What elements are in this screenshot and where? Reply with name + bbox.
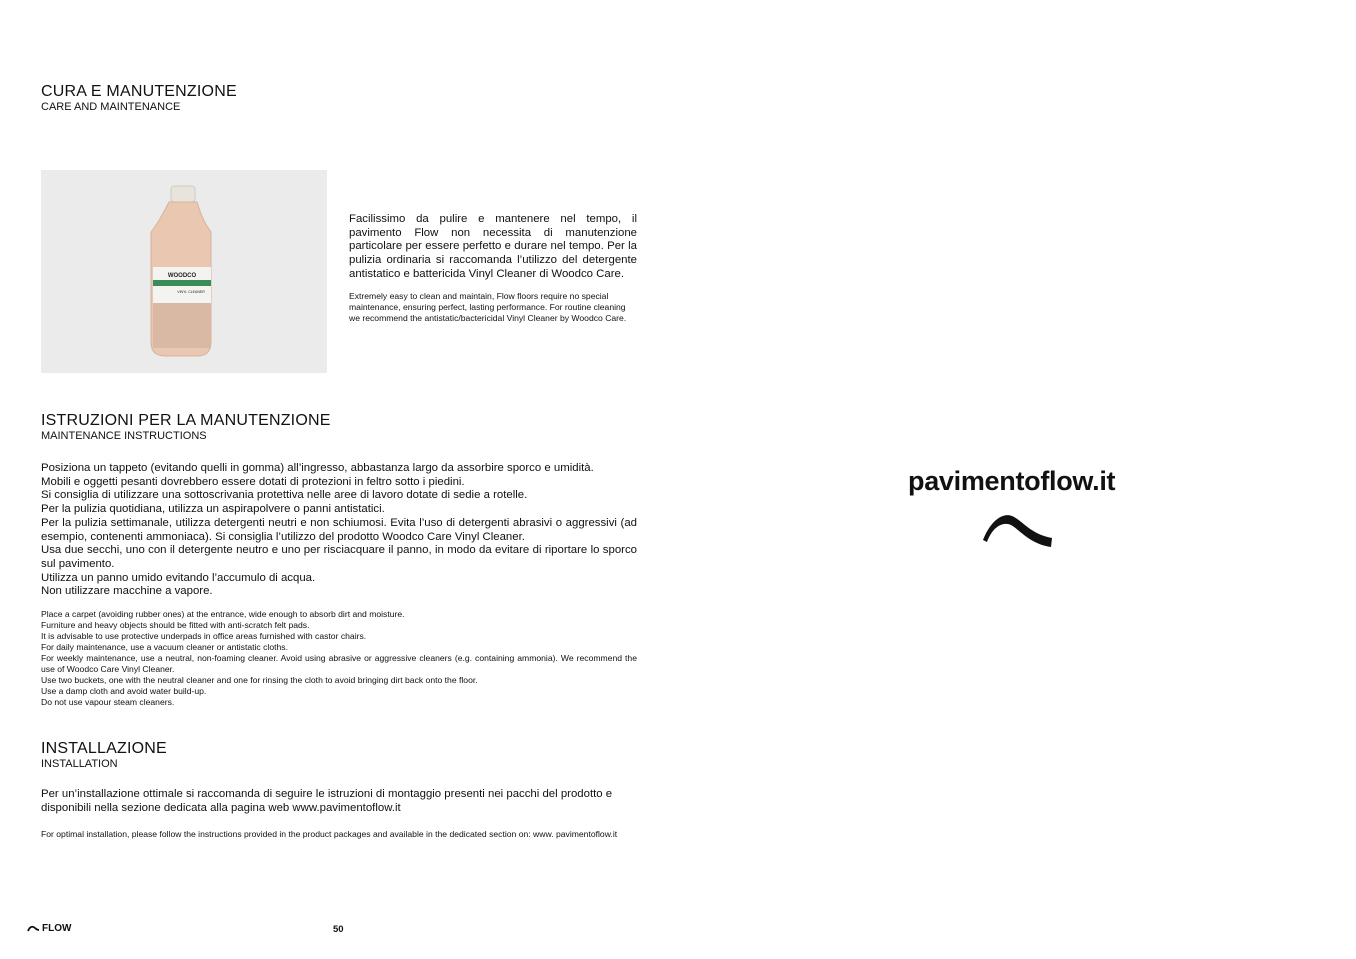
instruction-it: Per la pulizia settimanale, utilizza detergenti neutri e non schiumosi. Evita l’uso di detergenti abrasivi o aggressivi (ad esempio, contenenti ammoniaca). Si consiglia l’utilizzo del prodotto Woodco Care Vinyl Cleaner. — [41, 516, 637, 543]
section-title-care: CURA E MANUTENZIONE — [41, 83, 237, 100]
product-label: WOODCO — [167, 273, 197, 279]
instruction-en: It is advisable to use protective underpads in office areas furnished with castor chairs. — [41, 631, 367, 641]
care-text-en: Extremely easy to clean and maintain, Flow floors require no special maintenance, ensuring perfect, lasting performance. For routine cleaning we recommend the antistatic/bactericidal Vinyl Cleaner by Woodco Care. — [349, 291, 627, 323]
instruction-it: Utilizza un panno umido evitando l’accumulo di acqua. — [41, 571, 316, 584]
section-title-instructions: ISTRUZIONI PER LA MANUTENZIONE — [41, 412, 331, 429]
section-title-installation: INSTALLAZIONE — [41, 740, 167, 757]
footer-logo-text: FLOW — [42, 923, 72, 934]
cleaner-bottle-icon — [41, 170, 327, 373]
flow-logo-wave-icon — [27, 925, 40, 933]
instruction-it: Usa due secchi, uno con il detergente neutro e uno per risciacquare il panno, in modo da evitare di riportare lo sporco sul pavimento. — [41, 544, 637, 570]
installation-text-en: For optimal installation, please follow the instructions provided in the product packages and available in the dedicated section on: www. pavimentoflow.it — [41, 829, 618, 839]
instruction-it: Non utilizzare macchine a vapore. — [41, 585, 213, 598]
section-subtitle-installation: INSTALLATION — [41, 758, 118, 770]
flow-wave-icon — [980, 510, 1054, 550]
instruction-en: Place a carpet (avoiding rubber ones) at the entrance, wide enough to absorb dirt and moisture. — [41, 609, 405, 619]
section-subtitle-instructions: MAINTENANCE INSTRUCTIONS — [41, 430, 207, 442]
instructions-it — [41, 462, 637, 599]
instruction-it: Per la pulizia quotidiana, utilizza un aspirapolvere o panni antistatici. — [41, 503, 385, 516]
instruction-en: Do not use vapour steam cleaners. — [41, 697, 175, 707]
instruction-en: Furniture and heavy objects should be fitted with anti-scratch felt pads. — [41, 620, 310, 630]
instruction-it: Si consiglia di utilizzare una sottoscrivania protettiva nelle aree di lavoro dotate di sedie a rotelle. — [41, 489, 528, 502]
instruction-en: Use a damp cloth and avoid water build-up. — [41, 686, 207, 696]
product-sublabel: VINYL CLEANER — [177, 290, 205, 294]
instruction-it: Mobili e oggetti pesanti dovrebbero essere dotati di protezioni in feltro sotto i piedini. — [41, 475, 465, 488]
instructions-en — [41, 609, 637, 708]
footer-logo — [27, 923, 71, 934]
instruction-en: Use two buckets, one with the neutral cleaner and one for rinsing the cloth to avoid bringing dirt back onto the floor. — [41, 675, 478, 685]
instruction-en: For weekly maintenance, use a neutral, non-foaming cleaner. Avoid using abrasive or aggressive cleaners (e.g. containing ammonia). We recommend the use of Woodco Care Vinyl Cleaner. — [41, 653, 637, 674]
installation-text-it: Per un’installazione ottimale si raccomanda di seguire le istruzioni di montaggio presenti nei pacchi del prodotto e disponibili nella sezione dedicata alla pagina web www.pavimentoflow.it — [41, 788, 613, 814]
section-subtitle-care: CARE AND MAINTENANCE — [41, 101, 181, 113]
product-image — [41, 170, 327, 373]
page-number: 50 — [333, 924, 344, 935]
instruction-it: Posiziona un tappeto (evitando quelli in gomma) all’ingresso, abbastanza largo da assorbire sporco e umidità. — [41, 462, 594, 474]
brand-website: pavimentoflow.it — [908, 466, 1116, 496]
instruction-en: For daily maintenance, use a vacuum cleaner or antistatic cloths. — [41, 642, 288, 652]
care-text-it: Facilissimo da pulire e mantenere nel tempo, il pavimento Flow non necessita di manutenzione particolare per essere perfetto e durare nel tempo. Per la pulizia ordinaria si raccomanda l’utilizzo del detergente antistatico e battericida Vinyl Cleaner di Woodco Care. — [349, 213, 637, 280]
